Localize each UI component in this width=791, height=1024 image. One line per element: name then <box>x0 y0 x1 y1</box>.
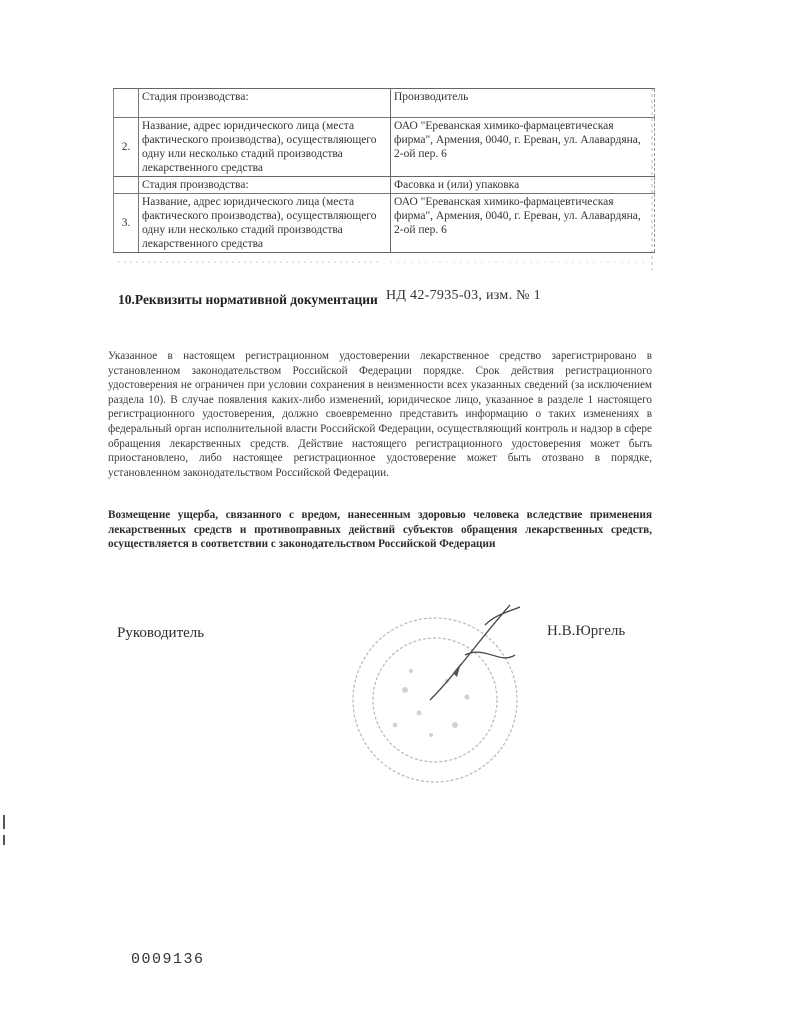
entry-label: Название, адрес юридического лица (места фактического производства), осуществляющего одну или несколько стадий производства лекарственного средства <box>139 194 391 253</box>
entry-value: ОАО "Ереванская химико-фармацевтическая фирма", Армения, 0040, г. Ереван, ул. Алавардяна, 2-ой пер. 6 <box>391 194 655 253</box>
scan-edge-mark <box>3 815 5 829</box>
production-table <box>113 88 655 253</box>
official-seal-stamp <box>335 585 565 805</box>
scan-edge-mark <box>3 835 5 845</box>
stage-value: Фасовка и (или) упаковка <box>391 177 655 194</box>
stage-value: Производитель <box>391 89 655 118</box>
table-row <box>114 177 655 194</box>
normative-doc-reference: НД 42-7935-03, изм. № 1 <box>386 288 541 303</box>
document-serial-number: 0009136 <box>131 951 205 968</box>
table-row <box>114 89 655 118</box>
row-number: 3. <box>114 194 139 253</box>
damages-notice: Возмещение ущерба, связанного с вредом, нанесенным здоровью человека вследствие применения лекарственных средств и противоправных действий субъектов обращения лекарственных средств, осуществляется в соответствии с законодательством Российской Федерации <box>108 509 652 551</box>
signatory-name: Н.В.Юргель <box>547 623 626 639</box>
section-10-title: 10.Реквизиты нормативной документации <box>118 292 378 307</box>
stage-label: Стадия производства: <box>139 177 391 194</box>
stage-label: Стадия производства: <box>139 89 391 118</box>
entry-label: Название, адрес юридического лица (места фактического производства), осуществляющего одну или несколько стадий производства лекарственного средства <box>139 118 391 177</box>
table-row <box>114 194 655 253</box>
registration-notice: Указанное в настоящем регистрационном удостоверении лекарственное средство зарегистрировано в установленном законодательством Российской Федерации порядке. Срок действия регистрационного удостоверения не ограничен при условии сохранения в неизменности всех указанных сведений (за исключением раздела 10). В случае появления каких-либо изменений, юридическое лицо, указанное в разделе 1 настоящего регистрационного удостоверения, должно своевременно представить информацию о таких изменениях в федеральный орган исполнительной власти Российской Федерации, осуществляющий контроль и надзор в сфере обращения лекарственных средств. Действие настоящего регистрационного удостоверения может быть приостановлено, либо настоящее регистрационное удостоверение может быть отозвано в порядке, установленном законодательством Российской Федерации. <box>108 350 652 479</box>
entry-value: ОАО "Ереванская химико-фармацевтическая фирма", Армения, 0040, г. Ереван, ул. Алавардяна, 2-ой пер. 6 <box>391 118 655 177</box>
row-number: 2. <box>114 118 139 177</box>
signatory-role: Руководитель <box>117 625 205 641</box>
table-row <box>114 118 655 177</box>
